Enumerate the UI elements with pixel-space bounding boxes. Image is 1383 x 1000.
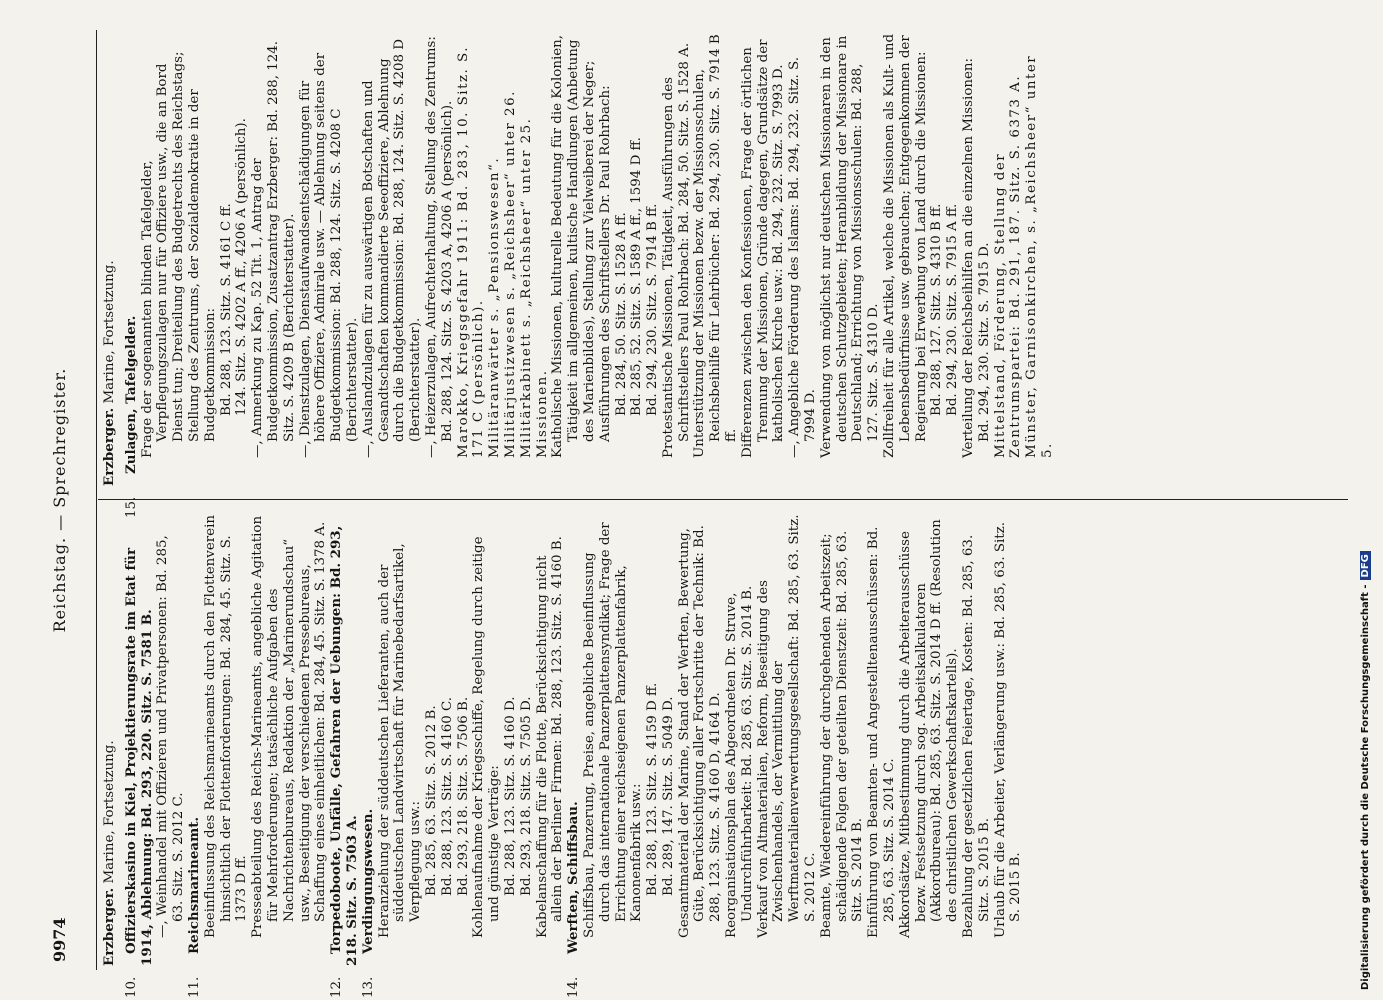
entry-text: Bd. 294, 230. Sitz. S. 7914 B ff. [645, 203, 661, 416]
entry-text: —, Angebliche Förderung des Islams: Bd. 294, 232. Sitz. S. 7994 D. [787, 57, 819, 458]
entry-text: —, Heizerzulagen, Aufrechterhaltung, Stellung des Zentrums: Bd. 288, 124. Sitz. S. 4203 A, 4206 A (persönlich). [423, 36, 455, 458]
register-entry [503, 514, 519, 966]
entry-text: Verdingungswesen. [359, 808, 376, 954]
entry-text: Einführung von Beamten- und Angestelltenausschüssen: Bd. 285, 63. Sitz. S. 2014 C. [866, 526, 898, 938]
register-entry [1024, 34, 1056, 486]
register-entry [993, 34, 1025, 486]
entry-text: Offizierskasino in Kiel, Projektierungsrate im Etat für 1914, Ablehnung: Bd. 293, 220. Sitz. S. 7581 B. [122, 548, 155, 966]
register-entry [661, 34, 693, 486]
entry-text: Heranziehung der süddeutschen Lieferanten, auch der süddeutschen Landwirtschaft für Marinebedarfsartikel, Verpflegung usw.: [376, 543, 424, 938]
register-entry [203, 514, 250, 966]
register-entry [377, 514, 424, 966]
register-entry [550, 34, 613, 486]
left-running-head [102, 514, 118, 966]
register-entry [250, 34, 297, 486]
register-entry [219, 34, 235, 486]
register-entry [487, 34, 503, 486]
register-entry [519, 514, 535, 966]
entry-text: Bd. 288, 123. Sitz. S. 4160 D. [502, 696, 518, 896]
entry-text: Bd. 293, 218. Sitz. S. 7505 D. [518, 696, 534, 896]
right-running-head [102, 34, 118, 486]
register-entry [155, 514, 187, 966]
register-entry [819, 34, 882, 486]
entry-text: Gesamtmaterial der Marine, Stand der Werften, Bewertung, Güte, Berücksichtigung aller Fortschritte der Technik: Bd. 288, 123. Sitz. S. 4160 D, 4164 D. [676, 525, 724, 938]
register-entry [582, 514, 645, 966]
register-entry [424, 514, 440, 966]
register-entry [645, 514, 661, 966]
register-entry [122, 514, 156, 998]
entry-text: Kohlenaufnahme der Kriegsschiffe, Regelung durch zeitige und günstige Verträge: [471, 536, 503, 938]
entry-text: Kabelanschaffung für die Flotte, Berücksichtigung nicht allein der Berliner Firmen: Bd. 288, 123. Sitz. S. 4160 B. [534, 536, 566, 938]
register-entry [234, 34, 250, 486]
register-entry [250, 514, 329, 966]
entry-text: Werften, Schiffsbau. [565, 801, 582, 954]
entry-text: Missionen. [534, 369, 550, 458]
entry-text: Katholische Missionen, kulturelle Bedeutung für die Kolonien, Tätigkeit im allgemeinen, kultische Handlungen (Anbetung des Marienbildes), Stellung zur Vielweiberei der Neger; Ausführungen des Schriftstellers Dr. Paul Rohrbach: [550, 34, 613, 458]
entry-text: Militäranwärter s. „Pensionswesen“. [487, 156, 503, 458]
register-entry [456, 514, 472, 966]
register-entry [359, 514, 377, 998]
entry-text: Verteilung der Reichsbeihilfen an die einzelnen Missionen: Bd. 294, 230. Sitz. S. 7915 D. [961, 57, 992, 458]
entry-text: 124. Sitz. S. 4202 A ff., 4206 A (persönlich). [234, 118, 250, 416]
entry-text: —, Auslandzulagen für zu auswärtigen Botschaften und Gesandtschaften kommandierte Seeoffiziere, Ablehnung durch die Budgetkommission: Bd. 288, 124. Sitz. S. 4208 D (Berichterstatter). [360, 38, 424, 458]
header-rule [96, 30, 97, 970]
entry-text: Differenzen zwischen den Konfessionen, Frage der örtlichen Trennung der Missionen, Gründe dagegen, Grundsätze der katholischen Kirche usw.: Bd. 294, 232. Sitz. S. 7993 D. [739, 39, 787, 458]
speaker-name: Erzberger. [101, 407, 117, 486]
entry-text: Bd. 285, 63. Sitz. S. 2012 B. [423, 705, 439, 896]
section-number: 10. [123, 976, 139, 998]
entry-text: —, Anmerkung zu Kap. 52 Tit. 1, Antrag der Budgetkommission, Zusatzantrag Erzberger: Bd. 288, 124. Sitz. S. 4209 B (Berichterstatter). [250, 40, 297, 458]
rotated-page [40, 30, 1383, 998]
register-entry [819, 514, 866, 966]
register-entry [724, 514, 756, 966]
entry-text: Zollfreiheit für alle Artikel, welche die Missionen als Kult- und Lebensbedürfnisse usw. gebrauchen; Entgegenkommen der Regierung bei Erwerbung von Land durch die Missionen: [882, 33, 929, 458]
register-entry [298, 34, 361, 486]
entry-text: Beamte, Wiedereinführung der durchgehenden Arbeitszeit; schädigende Folgen der geteilten Dienstzeit: Bd. 285, 63. Sitz. S. 2014 B. [818, 530, 866, 938]
register-entry [961, 34, 993, 486]
page-title: Reichstag. — Sprechregister. [50, 367, 69, 633]
register-entry [945, 34, 961, 486]
left-column [101, 514, 1024, 998]
entry-text: Münster, Garnisonkirchen, s. „Reichsheer“ unter 5. [1024, 54, 1056, 458]
column-separator [98, 499, 1348, 500]
entry-text: —, Weinhandel mit Offizieren und Privatpersonen: Bd. 285, 63. Sitz. S. 2012 C. [155, 535, 187, 938]
register-entry [756, 514, 819, 966]
entry-text: Bd. 288, 123. Sitz. S. 4160 C. [439, 696, 455, 896]
register-entry [866, 514, 898, 966]
right-column [101, 33, 1056, 518]
section-number: 11. [186, 976, 202, 998]
register-entry [456, 34, 488, 486]
dfg-logo: DFG [1360, 551, 1371, 580]
entry-text: Beeinflussung des Reichsmarineamts durch den Flottenverein hinsichtlich der Flottenforderungen: Bd. 284, 45. Sitz. S. 1373 D ff. [202, 514, 250, 938]
funding-note [1360, 10, 1380, 990]
register-entry [471, 514, 503, 966]
register-entry [519, 34, 535, 486]
register-entry [440, 514, 456, 966]
entry-text: Bd. 284, 50. Sitz. S. 1528 A ff. [613, 212, 629, 416]
entry-text: Akkordsätze, Mitbestimmung durch die Arbeiterausschüsse bezw. Festsetzung durch sog. Arbeitskalkulatoren (Akkordbureau): Bd. 285, 63. Sitz. S. 2014 D ff. (Resolution des christlichen Gewerkschaftskartells). [897, 519, 961, 938]
register-entry [929, 34, 945, 486]
register-entry [565, 514, 582, 998]
entry-text: —, Dienstzulagen, Dienstaufwandsentschädigungen für höhere Offiziere, Admirale usw. — Ablehnung seitens der Budgetkommission: Bd. 288, 124. Sitz. S. 4208 C (Berichterstatter). [297, 52, 360, 458]
entry-text: Bd. 294, 230. Sitz. S. 7915 A ff. [945, 203, 961, 416]
register-entry [122, 34, 140, 518]
register-entry [140, 34, 219, 486]
entry-text: Urlaub für die Arbeiter, Verlängerung usw.: Bd. 285, 63. Sitz. S. 2015 B. [992, 522, 1024, 938]
register-entry [677, 514, 724, 966]
register-entry [629, 34, 645, 486]
register-entry [361, 34, 424, 486]
register-entry [424, 34, 456, 486]
left-entries [122, 514, 1024, 998]
register-entry [961, 514, 993, 966]
running-topic: Marine, Fortsetzung. [102, 260, 117, 404]
entry-text: Zulagen, Tafelgelder. [122, 315, 139, 474]
section-number: 14. [566, 976, 582, 998]
register-entry [185, 514, 203, 998]
entry-text: Presseabteilung des Reichs-Marineamts, angebliche Agitation für Mehrforderungen; tatsächliche Aufgaben des Nachrichtenbureaus, Redaktion der „Marinerundschau“ usw., Beseitigung der verschiedenen Pressebureaus, Schaffung eines einheitlichen: Bd. 284, 45. Sitz. S. 1378 A. [250, 515, 329, 938]
entry-text: Torpedoboote, Unfälle, Gefahren der Uebungen: Bd. 293, 218. Sitz. S. 7503 A. [328, 525, 360, 966]
right-entries [122, 33, 1056, 518]
entry-text: Verwendung von möglichst nur deutschen Missionaren in den deutschen Schutzgebieten; Heranbildung der Missionare in Deutschland; Errichtung von Missionsschulen: Bd. 288, 127. Sitz. S. 4310 D. [818, 35, 882, 458]
entry-text: Mittelstand, Förderung, Stellung der Zentrumspartei: Bd. 291, 187. Sitz. S. 6373 A. [992, 74, 1024, 458]
entry-text: Bd. 288, 123. Sitz. S. 4159 D ff. [645, 682, 661, 896]
register-entry [787, 34, 819, 486]
entry-text: Protestantische Missionen, Tätigkeit, Ausführungen des Schriftstellers Paul Rohrbach: Bd. 284, 50. Sitz. S. 1528 A. [660, 42, 692, 458]
register-entry [535, 514, 567, 966]
section-number: 15. [123, 496, 139, 518]
register-entry [692, 34, 739, 486]
entry-text: Bd. 288, 127. Sitz. S. 4310 B ff. [929, 203, 945, 416]
entry-text: Bd. 293, 218. Sitz. S. 7506 B. [455, 696, 471, 896]
register-entry [535, 34, 551, 486]
entry-text: Bezahlung der gesetzlichen Feiertage, Kosten: Bd. 285, 63. Sitz. S. 2015 B. [961, 534, 992, 938]
section-number: 13. [360, 976, 376, 998]
entry-text: Militärkabinett s. „Reichsheer“ unter 25. [518, 117, 534, 458]
entry-text: Frage der sogenannten blinden Tafelgelder, Verpflegungszulagen nur für Offiziere usw., die an Bord Dienst tun; Dreiteilung des Budgetrechts des Reichstags; Stellung des Zentrums, der Sozialdemokratie in der Budgetkommission: [139, 51, 218, 458]
entry-text: Verkauf von Altmaterialien, Reform, Beseitigung des Zwischenhandels, der Vermittlung der Werftmaterialienverwertungsgesellschaft: Bd. 285, 63. Sitz. S. 2012 C. [755, 514, 819, 938]
entry-text: Bd. 285, 52. Sitz. S. 1589 A ff., 1594 D ff. [629, 137, 645, 416]
page-number: 9974 [50, 917, 69, 962]
register-entry [328, 514, 361, 998]
register-entry [993, 514, 1025, 966]
register-entry [882, 34, 929, 486]
section-number: 12. [329, 976, 345, 998]
funding-note-text: Digitalisierung gefördert durch die Deutsche Forschungsgemeinschaft - [1360, 584, 1371, 990]
entry-text: Marokko, Kriegsgefahr 1911: Bd. 283, 10. Sitz. S. 171 C (persönlich). [455, 46, 487, 458]
speaker-name: Erzberger. [101, 887, 117, 966]
entry-text: Reorganisationsplan des Abgeordneten Dr. Struve, Undurchführbarkeit: Bd. 285, 63. Sitz. S. 2014 B. [724, 585, 755, 938]
entry-text: Unterstützung der Missionen bezw. der Missionsschulen, Reichsbeihilfe für Lehrbücher: Bd. 294, 230. Sitz. S. 7914 B ff. [692, 34, 740, 458]
entry-text: Militärjustizwesen s. „Reichsheer“ unter 26. [502, 90, 518, 458]
register-entry [645, 34, 661, 486]
register-entry [740, 34, 787, 486]
running-topic: Marine, Fortsetzung. [102, 740, 117, 884]
entry-text: Bd. 289, 147. Sitz. S. 5049 D. [660, 696, 676, 896]
register-entry [898, 514, 961, 966]
page-header [40, 30, 80, 970]
entry-text: Bd. 288, 123. Sitz. S. 4161 C ff. [218, 203, 234, 416]
entry-text: Reichsmarineamt. [185, 816, 202, 954]
entry-text: Schiffsbau, Panzerung, Preise, angebliche Beeinflussung durch das internationale Panzerplattensyndikat; Frage der Errichtung einer reichseigenen Panzerplattenfabrik, Kanonenfabrik usw.: [581, 522, 645, 938]
register-entry [661, 514, 677, 966]
register-entry [503, 34, 519, 486]
register-entry [614, 34, 630, 486]
